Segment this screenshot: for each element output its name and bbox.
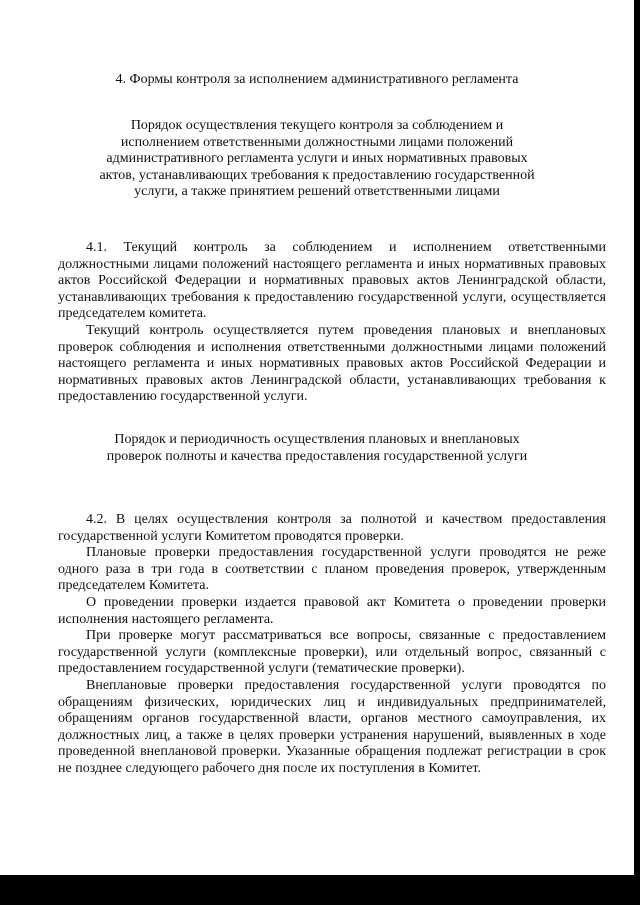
section-4-2 (58, 512, 606, 778)
paragraph-unplanned-checks: Внеплановые проверки предоставления государственной услуги проводятся по обращениям физических, юридических лиц и индивидуальных предпринимателей, обращениям органов государственной власти, органов местного самоуправления, их должностных лиц, а также в целях проверки устранения нарушений, выявленных в ходе проведенной внеплановой проверки. Указанные обращения подлежат регистрации в срок не позднее следующего рабочего дня после их поступления в Комитет. (58, 677, 606, 776)
subheading-current-control: Порядок осуществления текущего контроля за соблюдением и исполнением ответственными должностными лицами положений административного регламента услуги и иных нормативных правовых актов, устанавливающих требования к предоставлению государственной услуги, а также принятием решений ответственными лицами (99, 118, 535, 200)
subheading-inspections: Порядок и периодичность осуществления плановых и внеплановых проверок полноты и качества предоставления государственной услуги (106, 432, 528, 464)
paragraph-4-1-control: Текущий контроль осуществляется путем проведения плановых и внеплановых проверок соблюдения и исполнения ответственными должностными лицами положений настоящего регламента и иных нормативных правовых актов Российской Федерации и нормативных правовых актов Ленинградской области, устанавливающих требования к предоставлению государственной услуги. (58, 322, 606, 405)
section-title: 4. Формы контроля за исполнением административного регламента (115, 72, 519, 87)
scan-border-bottom (0, 875, 640, 905)
scan-border-right (634, 0, 640, 905)
section-4-1 (58, 240, 606, 406)
paragraph-legal-act: О проведении проверки издается правовой акт Комитета о проведении проверки исполнения настоящего регламента. (58, 594, 606, 627)
paragraph-planned-checks: Плановые проверки предоставления государственной услуги проводятся не реже одного раза в три года в соответствии с планом проведения проверок, утвержденным председателем Комитета. (58, 545, 606, 594)
paragraph-4-1: 4.1. Текущий контроль за соблюдением и исполнением ответственными должностными лицами положений настоящего регламента и иных нормативных правовых актов Российской Федерации и нормативных правовых актов Ленинградской области, устанавливающих требования к предоставлению государственной услуги, осуществляется председателем комитета. (58, 240, 606, 322)
paragraph-check-scope: При проверке могут рассматриваться все вопросы, связанные с предоставлением государственной услуги (комплексные проверки), или отдельный вопрос, связанный с предоставлением государственной услуги (тематические проверки). (58, 628, 606, 677)
paragraph-4-2: 4.2. В целях осуществления контроля за полнотой и качеством предоставления государственной услуги Комитетом проводятся проверки. (58, 512, 606, 544)
